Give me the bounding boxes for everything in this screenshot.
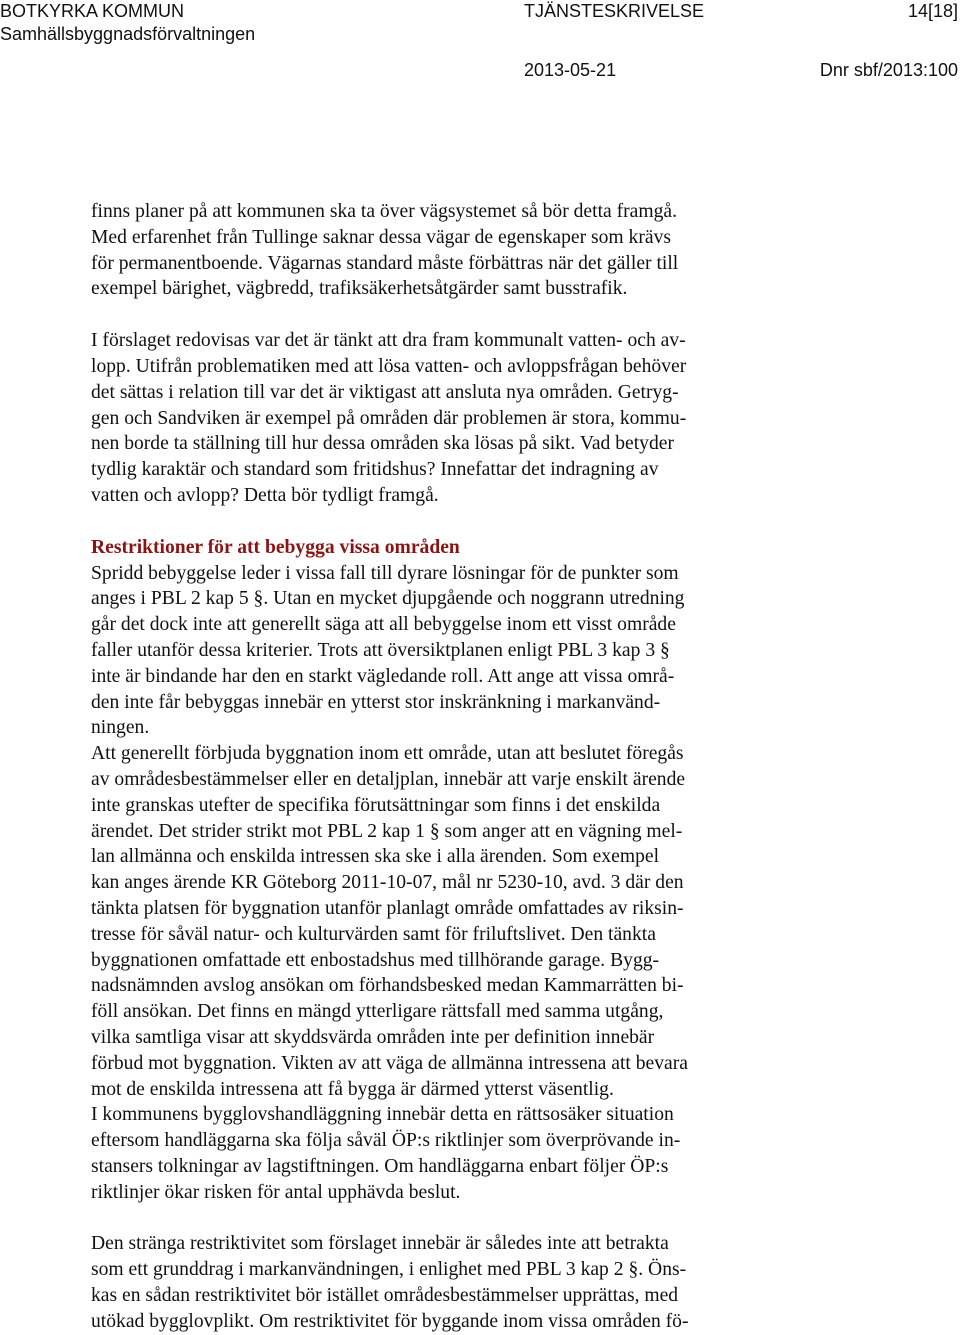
text-line: stansers tolkningar av lagstiftningen. Om handläggarna enbart följer ÖP:s <box>91 1155 669 1177</box>
text-line: mot de enskilda intressena att få bygga är därmed ytterst väsentlig. <box>91 1078 614 1100</box>
section-heading: Restriktioner för att bebygga vissa områden <box>91 536 460 558</box>
paragraph-water-sewage <box>91 328 813 509</box>
text-line: förbud mot byggnation. Vikten av att väga de allmänna intressena att bevara <box>91 1052 688 1074</box>
text-line: byggnationen omfattade ett enbostadshus med tillhörande garage. Bygg- <box>91 949 660 971</box>
text-line: tresse för såväl natur- och kulturvärden samt för friluftslivet. Den tänkta <box>91 923 656 945</box>
text-line: eftersom handläggarna ska följa såväl ÖP:s riktlinjer som överprövande in- <box>91 1130 681 1152</box>
page-number: 14[18] <box>907 1 958 21</box>
reference-number: Dnr sbf/2013:100 <box>819 60 958 80</box>
paragraph-roads <box>91 199 813 302</box>
paragraph-permit-handling <box>91 1102 813 1205</box>
department-name: Samhällsbyggnadsförvaltningen <box>0 24 256 44</box>
text-line: ärendet. Det strider strikt mot PBL 2 kap 1 § som anger att en vägning mel- <box>91 820 683 842</box>
text-line: gen och Sandviken är exempel på områden där problemen är stora, kommu- <box>91 407 687 429</box>
text-line: exempel bärighet, vägbredd, trafiksäkerhetsåtgärder samt busstrafik. <box>91 278 628 300</box>
text-line: inte är bindande har den en starkt vägledande roll. Att ange att vissa områ- <box>91 665 675 687</box>
text-line: ningen. <box>91 717 150 739</box>
text-line: vilka samtliga visar att skyddsvärda områden inte per definition innebär <box>91 1026 655 1048</box>
text-line: den inte får bebyggas innebär en ytterst stor inskränkning i markanvänd- <box>91 691 661 713</box>
paragraph-scattered-development <box>91 561 813 742</box>
text-line: som ett grunddrag i markanvändningen, i enlighet med PBL 3 kap 2 §. Öns- <box>91 1259 687 1281</box>
text-line: anges i PBL 2 kap 5 §. Utan en mycket djupgående och noggrann utredning <box>91 588 685 610</box>
text-line: nen borde ta ställning till hur dessa områden ska lösas på sikt. Vad betyder <box>91 433 674 455</box>
document-date: 2013-05-21 <box>524 60 617 80</box>
text-line: utökad bygglovplikt. Om restriktivitet för byggande inom vissa områden fö- <box>91 1310 689 1332</box>
paragraph-building-ban <box>91 741 813 1102</box>
text-line: nadsnämnden avslog ansökan om förhandsbesked medan Kammarrätten bi- <box>91 975 684 997</box>
text-line: lopp. Utifrån problematiken med att lösa vatten- och avloppsfrågan behöver <box>91 355 687 377</box>
document-body <box>91 199 813 1335</box>
text-line: I förslaget redovisas var det är tänkt att dra fram kommunalt vatten- och av- <box>91 330 686 352</box>
text-line: I kommunens bygglovshandläggning innebär detta en rättsosäker situation <box>91 1104 674 1126</box>
text-line: lan allmänna och enskilda intressen ska ske i alla ärenden. Som exempel <box>91 846 660 868</box>
text-line: finns planer på att kommunen ska ta över vägsystemet så bör detta framgå. <box>91 201 677 222</box>
text-line: kas en sådan restriktivitet bör istället områdesbestämmelser upprättas, med <box>91 1285 679 1307</box>
text-line: faller utanför dessa kriterier. Trots att översiktplanen enligt PBL 3 kap 3 § <box>91 639 670 661</box>
text-line: riktlinjer ökar risken för antal upphävda beslut. <box>91 1181 461 1203</box>
text-line: föll ansökan. Det finns en mängd ytterligare rättsfall med samma utgång, <box>91 1001 664 1023</box>
text-line: det sättas i relation till var det är viktigast att ansluta nya områden. Getryg- <box>91 381 679 403</box>
text-line: kan anges ärende KR Göteborg 2011-10-07, mål nr 5230-10, avd. 3 där den <box>91 872 684 894</box>
text-line: för permanentboende. Vägarnas standard måste förbättras när det gäller till <box>91 252 679 274</box>
text-line: tydlig karaktär och standard som fritidshus? Innefattar det indragning av <box>91 459 659 481</box>
text-line: Att generellt förbjuda byggnation inom ett område, utan att beslutet föregås <box>91 743 684 765</box>
document-type: TJÄNSTESKRIVELSE <box>524 1 705 21</box>
text-line: tänkta platsen för byggnation utanför planlagt område omfattades av riksin- <box>91 897 684 919</box>
text-line: går det dock inte att generellt säga att all bebyggelse inom ett visst område <box>91 614 676 636</box>
text-line: inte granskas utefter de specifika förutsättningar som finns i det enskilda <box>91 794 661 816</box>
text-line: Med erfarenhet från Tullinge saknar dessa vägar de egenskaper som krävs <box>91 226 671 248</box>
text-line: av områdesbestämmelser eller en detaljplan, innebär att varje enskilt ärende <box>91 768 686 790</box>
text-line: Den stränga restriktivitet som förslaget innebär är således inte att betrakta <box>91 1233 669 1255</box>
org-name: BOTKYRKA KOMMUN <box>0 1 185 21</box>
text-line: vatten och avlopp? Detta bör tydligt framgå. <box>91 484 439 506</box>
paragraph-strict-restrictivity <box>91 1231 813 1334</box>
text-line: Spridd bebyggelse leder i vissa fall till dyrare lösningar för de punkter som <box>91 562 679 584</box>
